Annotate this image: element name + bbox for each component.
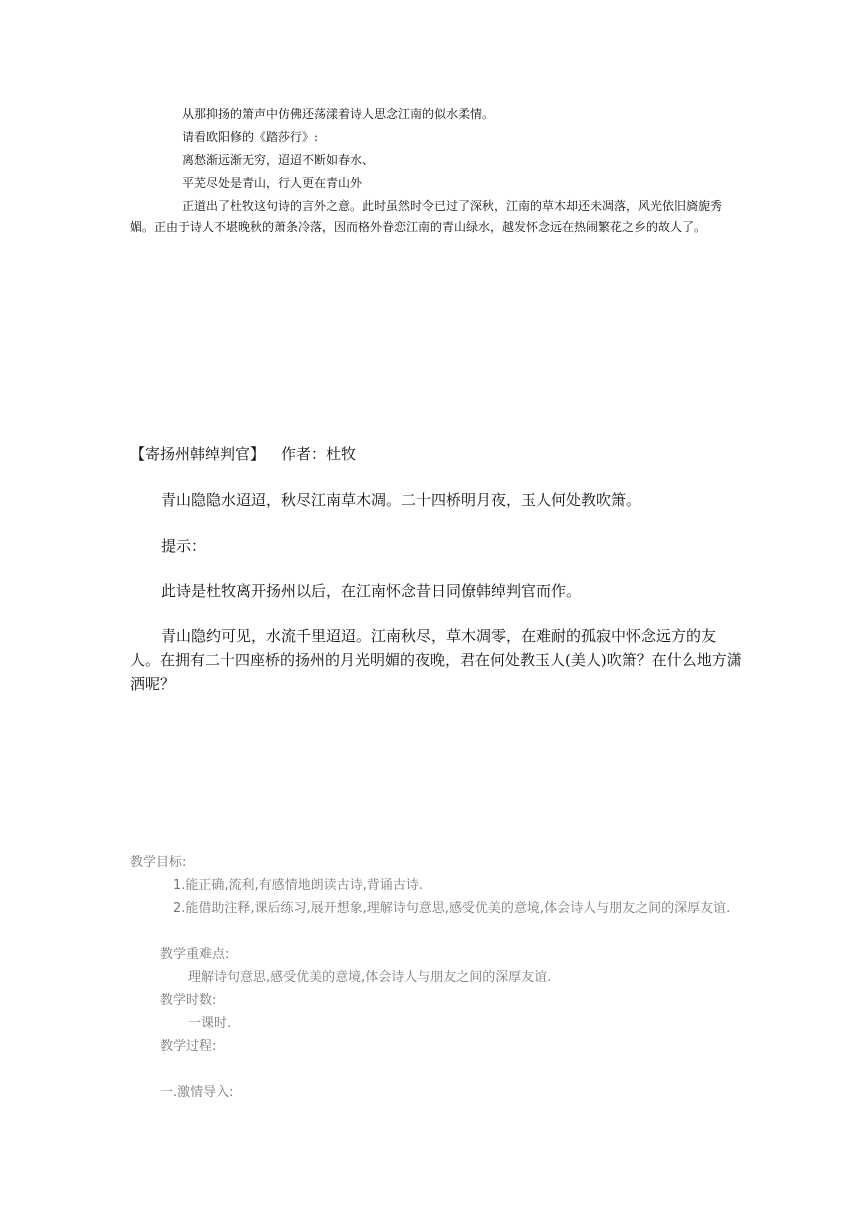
commentary-line-1: 从那抑扬的箫声中仿佛还荡漾着诗人思念江南的似水柔情。: [182, 107, 495, 121]
poem-explanation: 青山隐约可见，水流千里迢迢。江南秋尽，草木凋零，在难耐的孤寂中怀念远方的友人。在拥有二十四座桥的扬州的月光明媚的夜晚，君在何处教玉人(美人)吹箫？在什么地方潇洒呢？: [130, 627, 742, 693]
teaching-goal-1: 1.能正确,流利,有感情地朗读古诗,背诵古诗.: [173, 878, 423, 893]
step-1-heading: 一.激情导入:: [160, 1085, 234, 1100]
commentary-paragraph: 正道出了杜牧这句诗的言外之意。此时虽然时令已过了深秋，江南的草木却还未凋落，风光依旧旖旎秀媚。正由于诗人不堪晚秋的萧条冷落，因而格外眷恋江南的青山绿水，越发怀念远在热闹繁花之乡的故人了。: [130, 199, 723, 234]
quoted-verse-line-2: 平芜尽处是青山，行人更在青山外: [182, 176, 363, 190]
poem-author: 作者：杜牧: [281, 445, 357, 463]
hint-label: 提示：: [161, 537, 207, 555]
teaching-goal-2: 2.能借助注释,课后练习,展开想象,理解诗句意思,感受优美的意境,体会诗人与朋友之间的深厚友谊.: [173, 901, 731, 916]
teaching-goals-label: 教学目标:: [130, 855, 187, 870]
quoted-verse-line-1: 离愁渐远渐无穷，迢迢不断如春水、: [182, 153, 375, 167]
class-hours-label: 教学时数:: [160, 993, 217, 1008]
key-points-label: 教学重难点:: [160, 947, 230, 962]
poem-title-line: [130, 443, 356, 464]
commentary-line-2: 请看欧阳修的《踏莎行》:: [182, 130, 319, 144]
class-hours-text: 一课时.: [188, 1016, 232, 1031]
poem-text: 青山隐隐水迢迢，秋尽江南草木凋。二十四桥明月夜，玉人何处教吹箫。: [161, 491, 642, 509]
poem-title: 【寄扬州韩绰判官】: [130, 445, 266, 463]
teaching-process-label: 教学过程:: [160, 1039, 217, 1054]
hint-text: 此诗是杜牧离开扬州以后，在江南怀念昔日同僚韩绰判官而作。: [161, 582, 582, 600]
key-points-text: 理解诗句意思,感受优美的意境,体会诗人与朋友之间的深厚友谊.: [188, 970, 552, 985]
